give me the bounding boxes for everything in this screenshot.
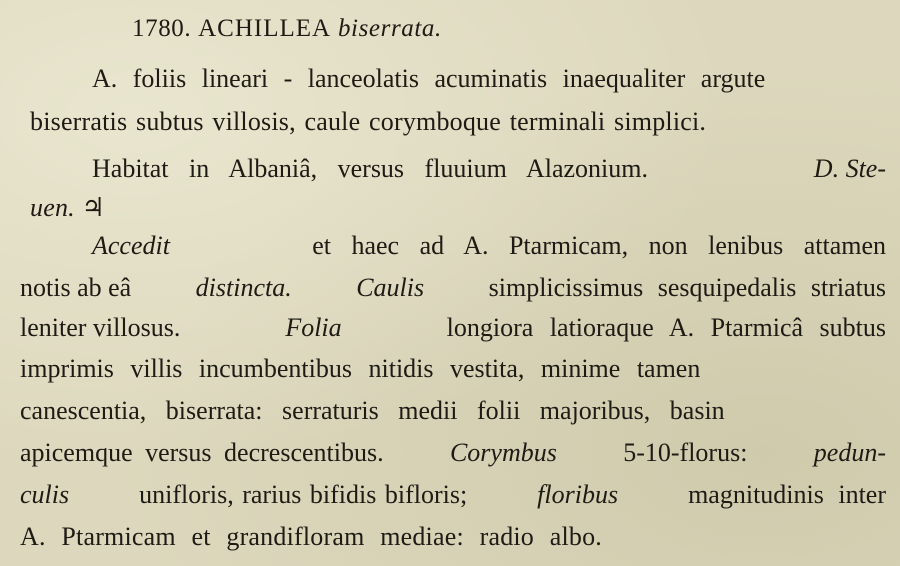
description-line-5	[20, 396, 886, 426]
desc-pedun: pedun-	[813, 438, 886, 467]
desc-text-1: et haec ad A. Ptarmicam, non lenibus attamen	[312, 231, 886, 260]
diagnosis-line-2	[30, 107, 706, 137]
description-line-8	[20, 522, 602, 552]
desc-text-5: canescentia, biserrata: serraturis medii folii majoribus, basin	[20, 396, 725, 425]
desc-distincta: distincta.	[195, 273, 292, 302]
desc-text-4: imprimis villis incumbentibus nitidis vestita, minime tamen	[20, 354, 701, 383]
genus-name: ACHILLEA	[198, 15, 332, 42]
desc-text-6a: apicemque versus decrescentibus.	[20, 438, 384, 467]
habitat-line-2	[30, 193, 105, 223]
desc-floribus: floribus	[537, 480, 619, 509]
desc-culis: culis	[20, 480, 70, 509]
description-line-1	[92, 231, 886, 261]
habitat-text: Habitat in Albaniâ, versus fluuium Alazonium.	[92, 154, 648, 183]
desc-text-6b: 5-10-florus:	[623, 438, 748, 467]
desc-text-7b: magnitudinis inter	[688, 480, 886, 509]
description-line-4	[20, 354, 886, 384]
entry-heading	[132, 14, 442, 44]
desc-text-2b: simplicissimus sesquipedalis striatus	[488, 273, 886, 302]
habitat-author-part-2: uen.	[30, 193, 75, 222]
habitat-line-1	[92, 154, 886, 184]
description-line-6	[20, 438, 886, 468]
desc-text-3b: longiora latioraque A. Ptarmicâ subtus	[446, 313, 886, 342]
diagnosis-text-2: biserratis subtus villosis, caule corymboque terminali simplici.	[30, 107, 707, 136]
diagnosis-line-1	[92, 64, 884, 94]
desc-text-8: A. Ptarmicam et grandifloram mediae: radio albo.	[20, 522, 602, 551]
description-line-3	[20, 313, 886, 343]
description-line-2	[20, 273, 886, 303]
species-name: biserrata.	[337, 15, 442, 42]
desc-corymbus: Corymbus	[449, 438, 557, 467]
desc-text-7a: unifloris, rarius bifidis bifloris;	[139, 480, 468, 509]
desc-folia: Folia	[285, 313, 342, 342]
perennial-symbol: ♃	[81, 193, 106, 222]
diagnosis-text-1: A. foliis lineari - lanceolatis acuminatis inaequaliter argute	[92, 64, 766, 93]
desc-accedit: Accedit	[92, 231, 170, 260]
desc-caulis: Caulis	[356, 273, 425, 302]
entry-number: 1780.	[132, 15, 192, 42]
habitat-author-part-1: D. Ste-	[813, 154, 886, 183]
desc-text-2a: notis ab eâ	[20, 273, 132, 302]
desc-text-3a: leniter villosus.	[20, 313, 181, 342]
description-line-7	[20, 480, 886, 510]
